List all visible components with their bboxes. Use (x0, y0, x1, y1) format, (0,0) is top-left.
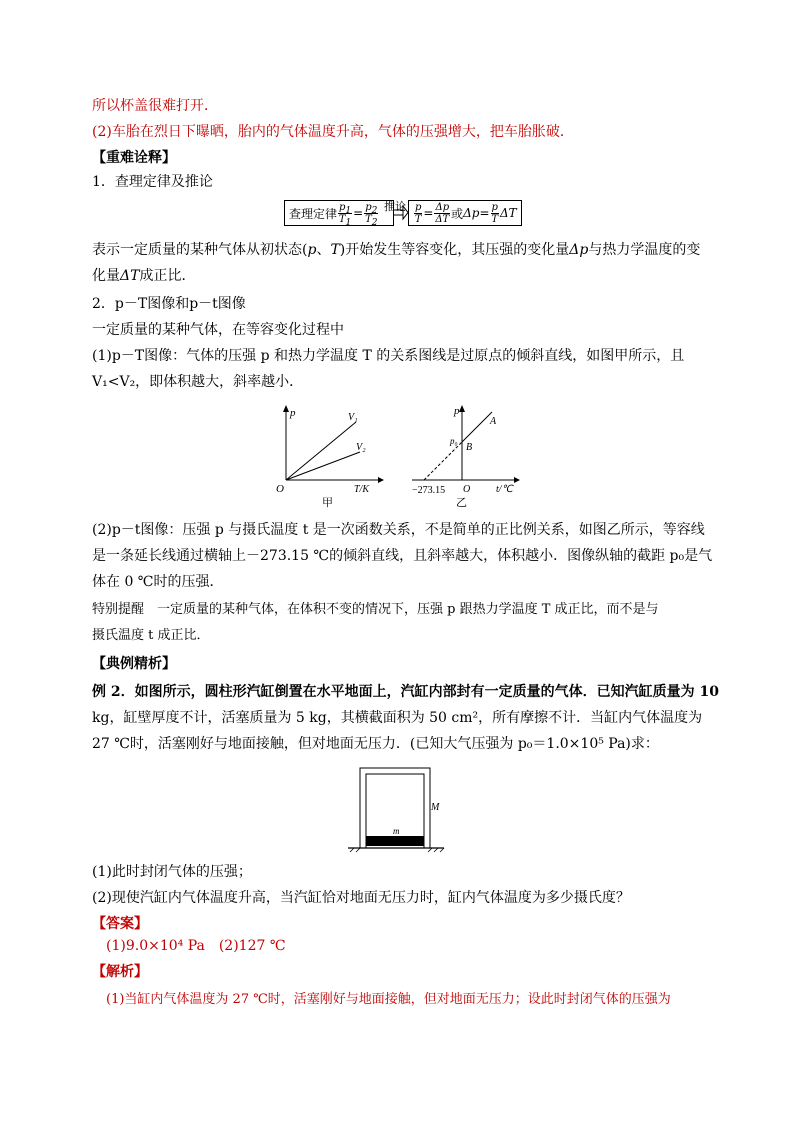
text-line: V₁<V₂，即体积越大，斜率越小． (92, 374, 304, 390)
text-line: 是一条延长线通过横轴上－273.15 ℃的倾斜直线，且斜率越大，体积越小．图像纵轴的截距 p₀是气 (92, 548, 713, 564)
text-line: 27 ℃时，活塞刚好与地面接触，但对地面无压力．(已知大气压强为 p₀＝1.0×10⁵ Pa)求： (92, 736, 659, 752)
charles-law-box: 查理定律 $\frac{p_1}{T_1}$ = $\frac{p_2}{T_2}$ (284, 200, 394, 226)
origin-label: O (276, 483, 284, 495)
solution-line: (1)当缸内气体温度为 27 ℃时，活塞刚好与地面接触，但对地面无压力；设此时封闭气体的压强为 (106, 992, 671, 1007)
text-line: kg，缸壁厚度不计，活塞质量为 5 kg，其横截面积为 50 cm²，所有摩擦不计．当缸内气体温度为 (92, 710, 703, 726)
text-line: 表示一定质量的某种气体从初状态(p、T)开始发生等容变化，其压强的变化量Δp与热力学温度的变 (92, 242, 701, 258)
extension-line (424, 442, 462, 480)
fraction: $\frac{p_1}{T_1}$ (338, 201, 352, 228)
text-line: (2)车胎在烈日下曝晒，胎内的气体温度升高，气体的压强增大，把车胎胀破． (92, 124, 574, 140)
text-line: 体在 0 ℃时的压强． (92, 574, 224, 590)
answer-line: (1)9.0×10⁴ Pa (2)127 ℃ (106, 938, 286, 954)
inference-box: $\frac{p}{T}$ = $\frac{\Delta p}{\Delta T}$ 或 Δp = $\frac{p}{T}$ ΔT (408, 200, 522, 226)
isochore-v2 (286, 452, 360, 480)
fraction: $\frac{p_2}{T_2}$ (365, 201, 378, 228)
x-axis-label: t/℃ (496, 484, 513, 495)
question-line: (2)现使汽缸内气体温度升高，当汽缸恰对地面无压力时，缸内气体温度为多少摄氏度？ (92, 890, 630, 906)
figure-caption: 乙 (456, 497, 467, 509)
section-heading: 【重难诠释】 (92, 150, 176, 166)
isochore-line (462, 412, 492, 442)
answer-heading: 【答案】 (92, 916, 148, 932)
fraction: $\frac{\Delta p}{\Delta T}$ (435, 201, 450, 225)
intercept-label: p₀ (450, 436, 458, 446)
fraction: $\frac{p}{T}$ (491, 201, 499, 225)
mass-label: m (393, 826, 400, 836)
question-line: (1)此时封闭气体的压强； (92, 864, 252, 880)
point-label: A (490, 416, 497, 427)
tip-line: 特别提醒 一定质量的某种气体，在体积不变的情况下，压强 p 跟热力学温度 T 成正比，而不是与 (92, 602, 659, 617)
origin-label: O (463, 484, 471, 495)
or-label: 或 (451, 206, 464, 221)
figure-yi (410, 400, 530, 510)
piston (366, 836, 424, 846)
y-axis-label: p (454, 405, 460, 417)
text-line: 所以杯盖很难打开． (92, 98, 218, 114)
cylinder-figure (340, 764, 450, 854)
fraction: $\frac{p}{T}$ (414, 201, 422, 225)
mass-label: M (431, 802, 440, 813)
tip-line: 摄氏温度 t 成正比． (92, 628, 210, 643)
line-label: V₂ (356, 442, 366, 453)
law-label: 查理定律 (289, 206, 338, 221)
isochore-v1 (286, 422, 356, 480)
text-line: (1)p－T图像：气体的压强 p 和热力学温度 T 的关系图线是过原点的倾斜直线，如图甲所示，且 (92, 348, 685, 364)
text-line: 化量ΔT成正比． (92, 268, 196, 284)
text-line: (2)p－t图像：压强 p 与摄氏温度 t 是一次函数关系，不是简单的正比例关系，如图乙所示，等容线 (92, 522, 705, 538)
solution-heading: 【解析】 (92, 964, 148, 980)
point-label: B (466, 442, 473, 453)
arrow-label: 推论 (384, 200, 406, 213)
section-heading: 【典例精析】 (92, 656, 176, 672)
figure-caption: 甲 (322, 497, 333, 509)
text-line: 例 2．如图所示，圆柱形汽缸倒置在水平地面上，汽缸内部封有一定质量的气体．已知汽缸质量为 10 (92, 684, 719, 700)
figure-jia (270, 400, 390, 510)
y-axis-label: p (290, 407, 296, 419)
x-axis-label: T/K (354, 484, 370, 495)
subsection-title: 2．p－T图像和p－t图像 (92, 296, 246, 312)
x-tick-label: −273.15 (412, 485, 446, 496)
subsection-title: 1．查理定律及推论 (92, 174, 213, 190)
line-label: V₁ (348, 412, 358, 423)
text-line: 一定质量的某种气体，在等容变化过程中 (92, 322, 344, 338)
